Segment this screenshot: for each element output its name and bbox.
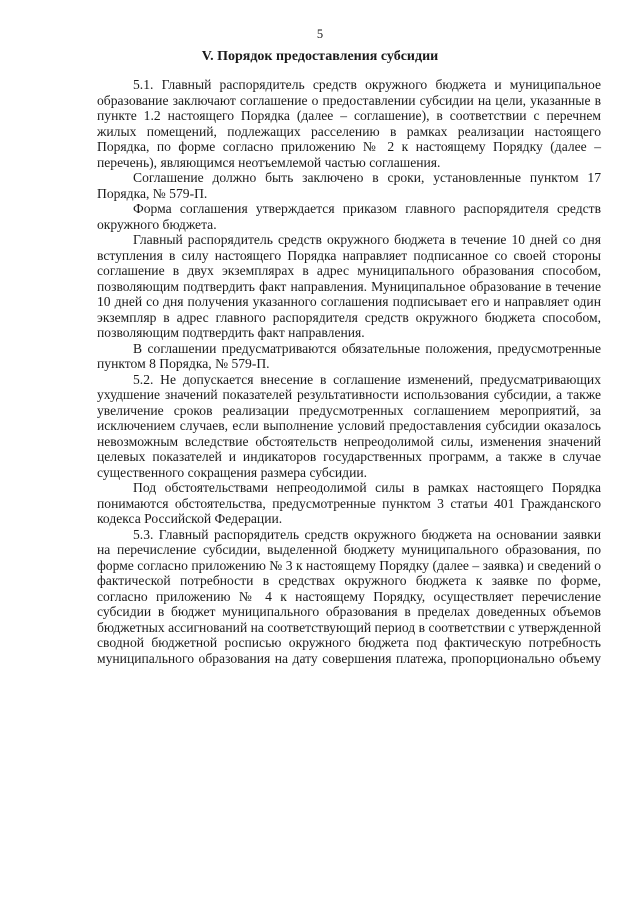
section-title: V. Порядок предоставления субсидии	[201, 49, 439, 64]
page-number: 5	[316, 27, 324, 41]
paragraph-5-3: 5.3. Главный распорядитель средств окружного бюджета на основании заявки на перечисление субсидии, выделенной бюджету муниципального образования, по форме согласно приложению № 3 к настоящему Порядку (далее – заявка) и сведений о фактической потребности в средствах окружного бюджета к заявке по форме, согласно приложению № 4 к настоящему Порядку, осуществляет перечисление субсидии в бюджет муниципального образования в пределах доведенных объемов бюджетных ассигнований на соответствующий период в соответствии с утвержденной сводной бюджетной росписью окружного бюджета под фактическую потребность муниципального образования на дату совершения платежа, пропорционально объему	[97, 526, 601, 666]
paragraph-mandatory-provisions: В соглашении предусматриваются обязательные положения, предусмотренные пунктом 8 Порядка, № 579-П.	[97, 340, 601, 371]
paragraph-agreement-form: Форма соглашения утверждается приказом главного распорядителя средств окружного бюджета.	[97, 201, 601, 232]
paragraph-5-2: 5.2. Не допускается внесение в соглашение изменений, предусматривающих ухудшение значений показателей результативности использования субсидии, а также увеличение сроков реализации предусмотренных соглашением мероприятий, за исключением случаев, если выполнение условий предоставления субсидии оказалось невозможным вследствие обстоятельств непреодолимой силы, изменения значений целевых показателей и индикаторов государственных программ, а также в случае существенного сокращения размера субсидии.	[97, 371, 601, 480]
paragraph-force-majeure: Под обстоятельствами непреодолимой силы в рамках настоящего Порядка понимаются обстоятельства, предусмотренные пунктом 3 статьи 401 Гражданского кодекса Российской Федерации.	[97, 480, 601, 526]
paragraph-agreement-sending: Главный распорядитель средств окружного бюджета в течение 10 дней со дня вступления в силу настоящего Порядка направляет подписанное со своей стороны соглашение в двух экземплярах в адрес муниципального образования способом, позволяющим подтвердить факт направления. Муниципальное образование в течение 10 дней со дня получения указанного соглашения подписывает его и направляет один экземпляр в адрес главного распорядителя средств окружного бюджета способом, позволяющим подтвердить факт направления.	[97, 232, 601, 340]
paragraph-5-1: 5.1. Главный распорядитель средств окружного бюджета и муниципальное образование заключают соглашение о предоставлении субсидии на цели, указанные в пункте 1.2 настоящего Порядка (далее – соглашение), в соответствии с перечнем жилых помещений, подлежащих расселению в рамках реализации настоящего Порядка, по форме согласно приложению № 2 к настоящему Порядку (далее – перечень), являющимся неотъемлемой частью соглашения.	[97, 77, 601, 170]
paragraph-agreement-term: Соглашение должно быть заключено в сроки, установленные пунктом 17 Порядка, № 579-П.	[97, 170, 601, 201]
document-body	[97, 77, 601, 666]
